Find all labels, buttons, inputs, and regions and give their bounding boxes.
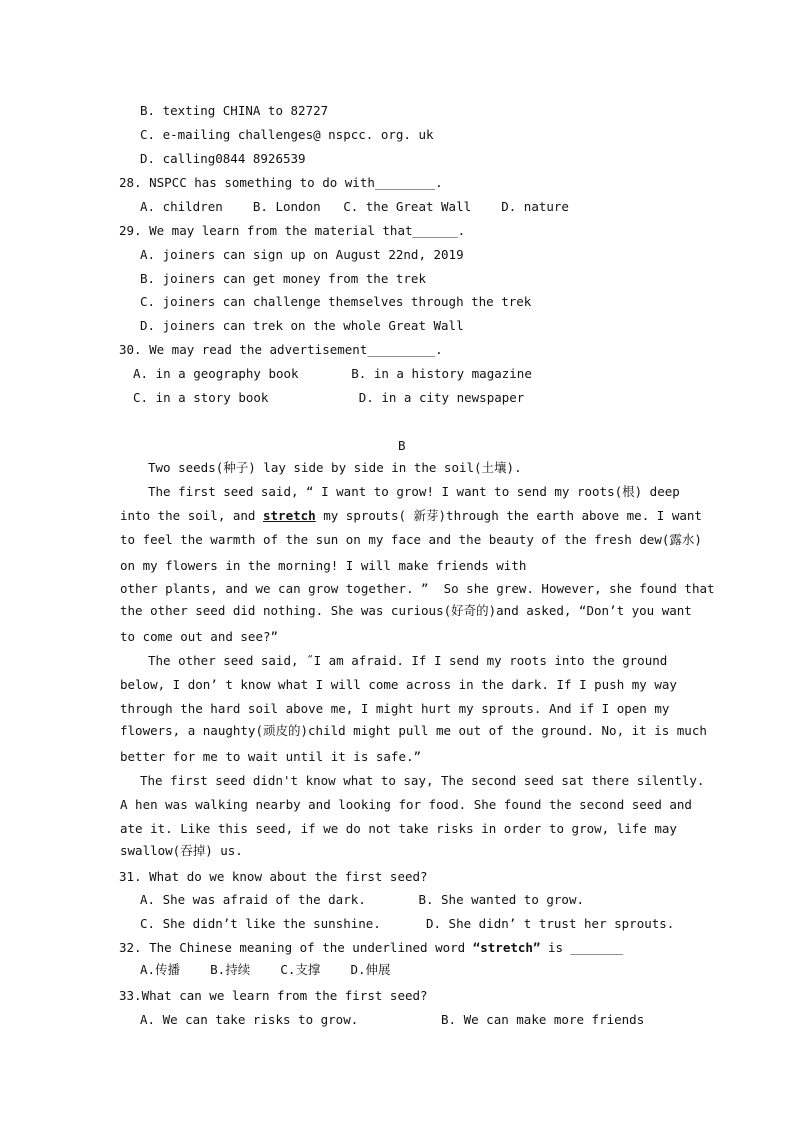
passage-p4-line4: swallow(吞掉) us. <box>120 843 243 858</box>
q27-option-c: C. e-mailing challenges@ nspcc. org. uk <box>140 127 434 142</box>
q31-stem: 31. What do we know about the first seed? <box>119 869 428 884</box>
passage-p2-line6: the other seed did nothing. She was curious(好奇的)and asked, “Don’t you want <box>120 603 692 618</box>
q32-stem <box>119 940 623 956</box>
q32-stem-word: “stretch” <box>472 940 541 955</box>
passage-p3-line3: through the hard soil above me, I might hurt my sprouts. And if I open my <box>120 701 670 716</box>
q32-stem-post: is _______ <box>540 940 624 955</box>
passage-p1: Two seeds(种子) lay side by side in the soil(土壤). <box>148 460 522 475</box>
q29-option-d: D. joiners can trek on the whole Great Wall <box>140 318 464 333</box>
passage-p2-line7: to come out and see?” <box>120 629 279 644</box>
q27-option-d: D. calling0844 8926539 <box>140 151 306 166</box>
q33-stem: 33.What can we learn from the first seed? <box>119 988 428 1003</box>
q29-option-b: B. joiners can get money from the trek <box>140 271 426 286</box>
passage-p3-line2: below, I don’ t know what I will come across in the dark. If I push my way <box>120 677 677 692</box>
q31-options-row2: C. She didn’t like the sunshine. D. She didn’ t trust her sprouts. <box>140 916 675 931</box>
q29-option-a: A. joiners can sign up on August 22nd, 2019 <box>140 247 464 262</box>
passage-p3-line5: better for me to wait until it is safe.” <box>120 749 422 764</box>
passage-p2-line1: The first seed said, “ I want to grow! I want to send my roots(根) deep <box>148 484 680 499</box>
passage-p4-line1: The first seed didn't know what to say, The second seed sat there silently. <box>140 773 705 788</box>
underlined-word-stretch: stretch <box>263 508 316 523</box>
passage-p2-line4: on my flowers in the morning! I will make friends with <box>120 558 527 573</box>
q32-options: A.传播 B.持续 C.支撑 D.伸展 <box>140 962 391 977</box>
passage-p4-line3: ate it. Like this seed, if we do not take risks in order to grow, life may <box>120 821 677 836</box>
passage-p2-line2-post: my sprouts( 新芽)through the earth above me. I want <box>315 508 702 523</box>
q29-option-c: C. joiners can challenge themselves through the trek <box>140 294 532 309</box>
q30-stem: 30. We may read the advertisement_________. <box>119 342 443 357</box>
passage-p3-line1: The other seed said, ˝I am afraid. If I send my roots into the ground <box>148 653 668 668</box>
q28-stem: 28. NSPCC has something to do with________. <box>119 175 443 190</box>
q31-options-row1: A. She was afraid of the dark. B. She wanted to grow. <box>140 892 585 907</box>
passage-p2-line5: other plants, and we can grow together. ” So she grew. However, she found that <box>120 581 715 596</box>
q30-options-row2: C. in a story book D. in a city newspaper <box>133 390 525 405</box>
section-b-heading: B <box>398 438 406 453</box>
q27-option-b: B. texting CHINA to 82727 <box>140 103 329 118</box>
q33-options: A. We can take risks to grow. B. We can make more friends <box>140 1012 645 1027</box>
passage-p2-line3: to feel the warmth of the sun on my face and the beauty of the fresh dew(露水) <box>120 532 702 547</box>
passage-p2-line2 <box>120 508 702 524</box>
q29-stem: 29. We may learn from the material that______. <box>119 223 466 238</box>
q32-stem-pre: 32. The Chinese meaning of the underlined word <box>119 940 473 955</box>
q30-options-row1: A. in a geography book B. in a history magazine <box>133 366 532 381</box>
passage-p2-line2-pre: into the soil, and <box>120 508 263 523</box>
passage-p4-line2: A hen was walking nearby and looking for food. She found the second seed and <box>120 797 692 812</box>
q28-options: A. children B. London C. the Great Wall D. nature <box>140 199 569 214</box>
passage-p3-line4: flowers, a naughty(顽皮的)child might pull me out of the ground. No, it is much <box>120 723 707 738</box>
